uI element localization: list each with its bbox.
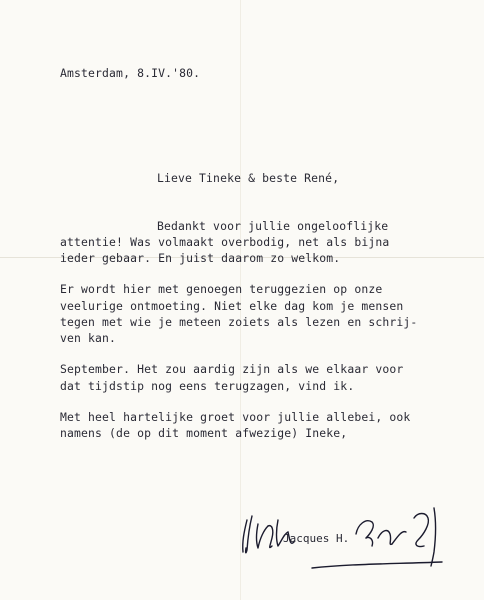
- date-line: Amsterdam, 8.IV.'80.: [60, 66, 201, 80]
- paragraph-1-line-3: ieder gebaar. En juist daarom zo welkom.: [60, 251, 341, 265]
- paragraph-2-line-3: tegen met wie je meteen zoiets als lezen en schrij-: [60, 315, 418, 329]
- paragraph-3-line-1: September. Het zou aardig zijn als we elkaar voor: [60, 362, 404, 376]
- paragraph-3-line-2: dat tijdstip nog eens terugzagen, vind ik.: [60, 379, 355, 393]
- typed-name: Jacques H.: [283, 532, 350, 545]
- paragraph-4-line-2: namens (de op dit moment afwezige) Ineke,: [60, 426, 348, 440]
- paragraph-2-line-4: ven kan.: [60, 331, 117, 345]
- paragraph-4-line-1: Met heel hartelijke groet voor jullie allebei, ook: [60, 410, 411, 424]
- paragraph-2-line-1: Er wordt hier met genoegen teruggezien op onze: [60, 282, 383, 296]
- paragraph-1-line-2: attentie! Was volmaakt overbodig, net als bijna: [60, 235, 390, 249]
- paragraph-2-line-2: veelurige ontmoeting. Niet elke dag kom je mensen: [60, 299, 404, 313]
- paragraph-1-line-1: Bedankt voor jullie ongelooflijke: [157, 219, 389, 233]
- salutation: Lieve Tineke & beste René,: [157, 171, 340, 185]
